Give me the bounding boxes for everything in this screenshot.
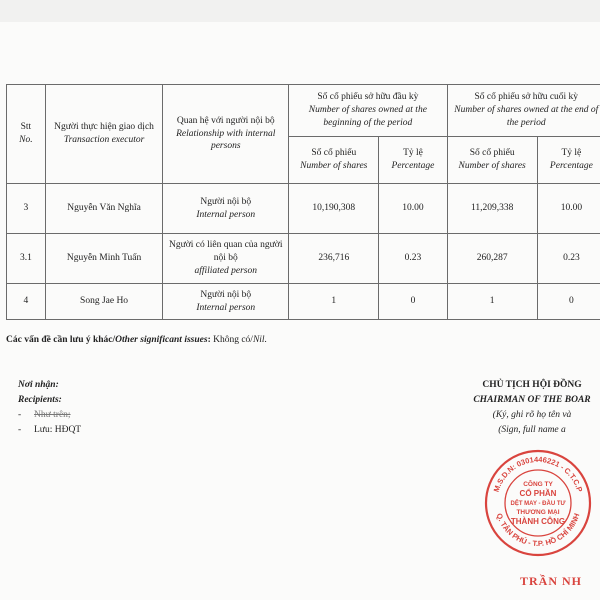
header-relationship: Quan hệ với người nội bộ Relationship with internal persons xyxy=(163,85,289,184)
signer-name: TRẦN NH xyxy=(520,574,583,588)
row-stt: 3.1 xyxy=(7,234,46,284)
row-begin-shares: 236,716 xyxy=(289,234,379,284)
header-begin-period: Số cổ phiếu sở hữu đầu kỳ Number of shares owned at the beginning of the period xyxy=(289,85,447,137)
row-stt: 4 xyxy=(7,284,46,320)
other-issues-note: Các vấn đề cần lưu ý khác/Other significant issues: Không có/Nil. xyxy=(6,335,267,345)
stamp-line: CỔ PHẦN xyxy=(519,489,557,498)
header-begin-percentage: Tỷ lệ Percentage xyxy=(379,137,447,184)
signature-block xyxy=(452,378,600,438)
row-stt: 3 xyxy=(7,184,46,234)
table-header-row xyxy=(7,85,600,137)
row-end-percentage: 10.00 xyxy=(537,184,600,234)
row-executor: Nguyễn Văn Nghĩa xyxy=(45,184,162,234)
company-seal-stamp xyxy=(483,448,593,558)
table-row xyxy=(7,234,600,284)
stamp-code: M.S.D.N: 0301446221 - C.T.C.P xyxy=(491,454,585,494)
row-begin-percentage: 0.23 xyxy=(379,234,447,284)
row-executor: Nguyễn Minh Tuấn xyxy=(45,234,162,284)
row-end-shares: 11,209,338 xyxy=(447,184,537,234)
stamp-line: THÀNH CÔNG xyxy=(510,517,566,526)
page-top-band xyxy=(0,0,600,22)
row-relationship: Người nội bộ Internal person xyxy=(163,184,289,234)
header-executor: Người thực hiện giao dịch Transaction executor xyxy=(45,85,162,184)
stamp-location: Q. TÂN PHÚ - T.P. HỒ CHÍ MINH xyxy=(494,512,582,549)
insider-transaction-table xyxy=(6,84,600,320)
row-relationship: Người có liên quan của người nội bộ affiliated person xyxy=(163,234,289,284)
table-row xyxy=(7,184,600,234)
recipient-item: - Lưu: HĐQT xyxy=(18,425,82,435)
row-begin-percentage: 10.00 xyxy=(379,184,447,234)
stamp-line: DỆT MAY - ĐẦU TƯ xyxy=(510,501,566,507)
row-end-shares: 260,287 xyxy=(447,234,537,284)
row-end-shares: 1 xyxy=(447,284,537,320)
header-end-shares: Số cổ phiếu Number of shares xyxy=(447,137,537,184)
signature-title-en: CHAIRMAN OF THE BOAR xyxy=(473,395,591,405)
header-begin-shares: Số cổ phiếu Number of shares xyxy=(289,137,379,184)
table-row xyxy=(7,284,600,320)
row-begin-shares: 10,190,308 xyxy=(289,184,379,234)
header-stt: Stt No. xyxy=(7,85,46,184)
header-end-percentage: Tỷ lệ Percentage xyxy=(537,137,600,184)
row-end-percentage: 0.23 xyxy=(537,234,600,284)
row-executor: Song Jae Ho xyxy=(45,284,162,320)
row-begin-shares: 1 xyxy=(289,284,379,320)
header-end-period: Số cổ phiếu sở hữu cuối kỳ Number of shares owned at the end of the period xyxy=(447,85,600,137)
row-relationship: Người nội bộ Internal person xyxy=(163,284,289,320)
stamp-line: THƯƠNG MẠI xyxy=(516,509,560,516)
recipients-block xyxy=(18,378,81,438)
row-end-percentage: 0 xyxy=(537,284,600,320)
signature-note-vi: (Ký, ghi rõ họ tên và xyxy=(492,410,572,420)
signature-note-en: (Sign, full name a xyxy=(498,425,566,435)
recipients-title-en: Recipients: xyxy=(18,395,62,405)
row-begin-percentage: 0 xyxy=(379,284,447,320)
recipient-item: - Như trên; xyxy=(18,410,71,420)
stamp-line: CÔNG TY xyxy=(523,481,553,488)
recipients-title-vi: Nơi nhận: xyxy=(18,380,59,390)
signature-title-vi: CHỦ TỊCH HỘI ĐỒNG xyxy=(482,380,582,390)
